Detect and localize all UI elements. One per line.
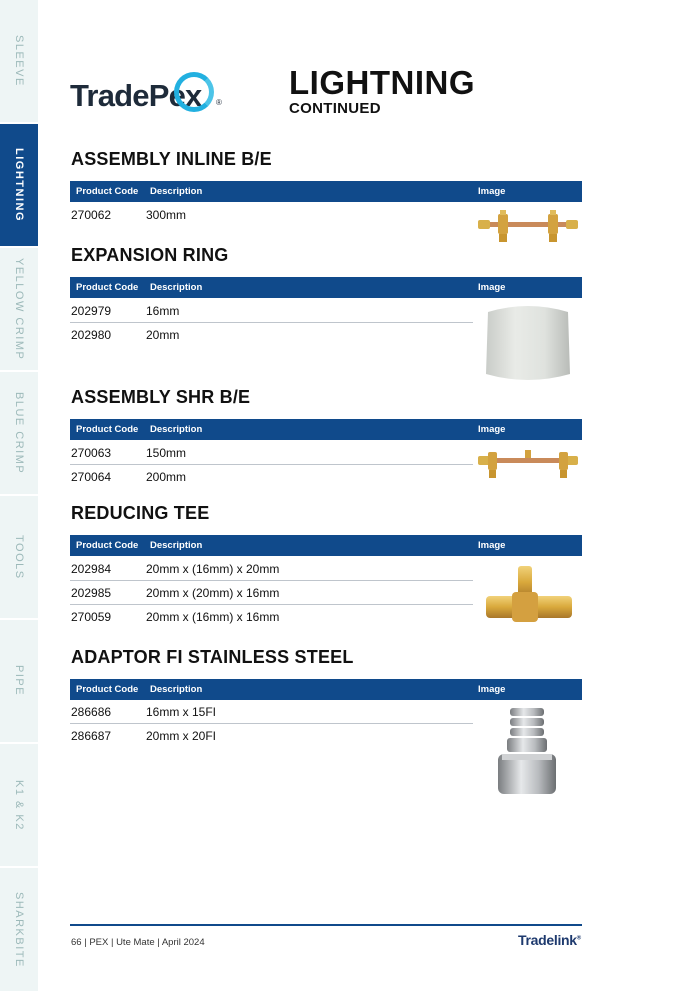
product-code: 270062 [71,208,112,222]
side-tab-sharkbite[interactable]: SHARKBITE [0,868,38,993]
logo-ring-icon [174,72,214,112]
column-header-image: Image [478,282,506,293]
column-header-description: Description [150,186,203,197]
brand-registered-mark: ® [576,935,581,942]
product-code: 286686 [71,705,112,719]
table-header [70,535,582,556]
table-row [70,441,473,465]
table-header [70,419,582,440]
product-description: 16mm x 15FI [146,705,217,719]
column-header-description: Description [150,684,203,695]
column-header-code: Product Code [76,684,139,695]
side-tab-tools[interactable]: TOOLS [0,496,38,620]
side-tab-k1-k2[interactable]: K1 & K2 [0,744,38,868]
section-title-assembly-shr: ASSEMBLY SHR B/E [71,387,251,407]
table-row [70,700,473,724]
table-row [70,323,473,346]
side-tab-nav [0,0,38,993]
product-code: 270059 [71,610,112,624]
product-code: 202984 [71,562,112,576]
product-code: 270063 [71,446,112,460]
side-tab-blue-crimp[interactable]: BLUE CRIMP [0,372,38,496]
section-title-adaptor: ADAPTOR FI STAINLESS STEEL [71,647,354,667]
product-description: 20mm x (20mm) x 16mm [146,586,280,600]
table-row [70,299,473,323]
tradepex-logo [70,70,230,120]
column-header-description: Description [150,282,203,293]
logo-text: TradePex [70,78,202,113]
brand-name: Tradelink [518,932,577,948]
side-tab-sleeve[interactable]: SLEEVE [0,0,38,124]
table-row [70,605,473,628]
assembly-shr-image [476,446,580,480]
product-description: 300mm [146,208,187,222]
product-code: 270064 [71,470,112,484]
page-title: LIGHTNING [289,64,475,101]
footer-text: 66 | PEX | Ute Mate | April 2024 [71,937,205,948]
product-description: 16mm [146,304,180,318]
column-header-image: Image [478,540,506,551]
registered-mark: ® [216,98,222,107]
column-header-image: Image [478,424,506,435]
adaptor-fi-image [492,704,562,800]
table-header [70,277,582,298]
product-description: 150mm [146,446,187,460]
section-title-expansion-ring: EXPANSION RING [71,245,229,265]
table-row [70,581,473,605]
product-description: 20mm x 20FI [146,729,217,743]
page-subtitle: CONTINUED [289,100,381,117]
table-row [70,557,473,581]
product-description: 20mm x (16mm) x 16mm [146,610,280,624]
side-tab-yellow-crimp[interactable]: YELLOW CRIMP [0,248,38,372]
column-header-description: Description [150,424,203,435]
expansion-ring-image [482,302,574,384]
side-tab-lightning[interactable]: LIGHTNING [0,124,38,248]
column-header-code: Product Code [76,282,139,293]
column-header-image: Image [478,186,506,197]
column-header-code: Product Code [76,186,139,197]
table-row [70,465,473,488]
footer-divider [70,924,582,926]
table-header [70,181,582,202]
column-header-code: Product Code [76,424,139,435]
product-code: 202979 [71,304,112,318]
column-header-code: Product Code [76,540,139,551]
product-code: 202980 [71,328,112,342]
product-code: 286687 [71,729,112,743]
section-title-assembly-inline: ASSEMBLY INLINE B/E [71,149,272,169]
assembly-inline-image [476,208,580,246]
product-description: 200mm [146,470,187,484]
product-description: 20mm x (16mm) x 20mm [146,562,280,576]
table-header [70,679,582,700]
tradelink-logo [518,932,581,948]
side-tab-pipe[interactable]: PIPE [0,620,38,744]
section-title-reducing-tee: REDUCING TEE [71,503,210,523]
column-header-description: Description [150,540,203,551]
reducing-tee-image [482,562,576,628]
product-description: 20mm [146,328,180,342]
table-row [70,724,473,747]
column-header-image: Image [478,684,506,695]
table-row [70,203,473,226]
product-code: 202985 [71,586,112,600]
